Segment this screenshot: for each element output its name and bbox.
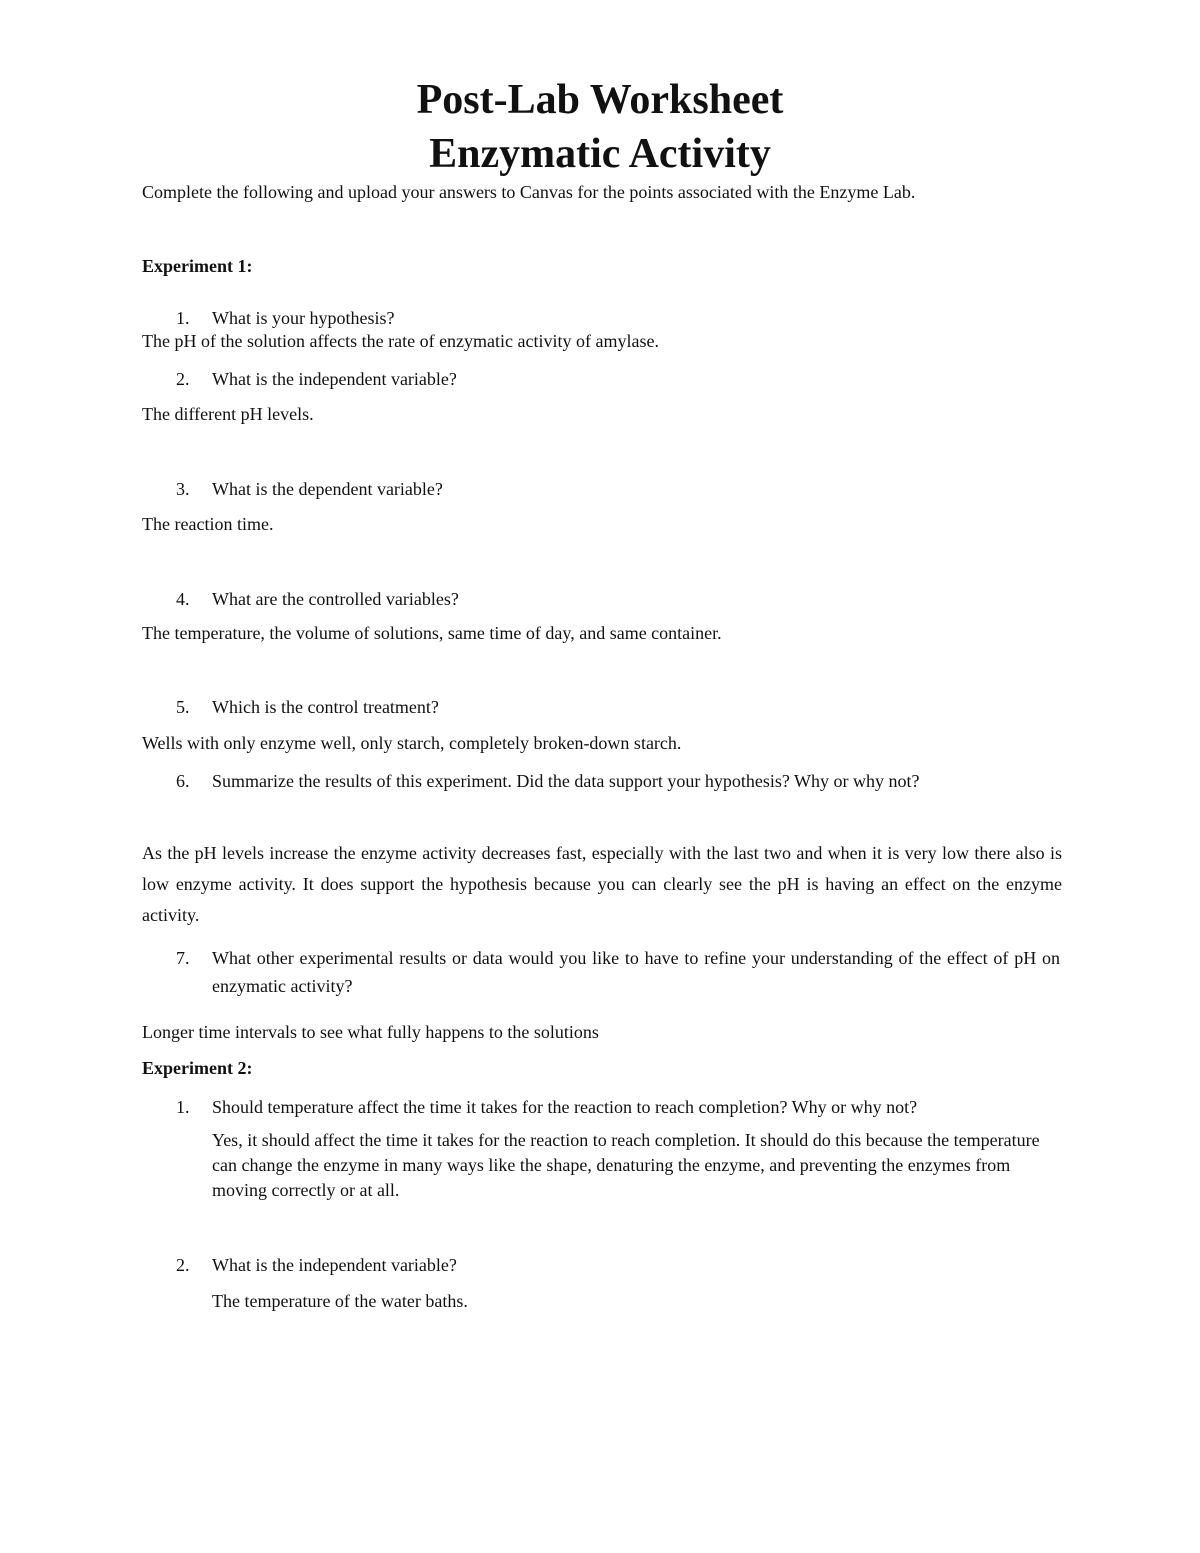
answer-text: The reaction time. <box>142 514 274 534</box>
question-number: 2. <box>176 369 190 389</box>
question-text: What is the dependent variable? <box>212 479 443 499</box>
page-subtitle: Enzymatic Activity <box>429 131 771 177</box>
answer-text: As the pH levels increase the enzyme activity decreases fast, especially with the last two and when it is very low there also is low enzyme activity. It does support the hypothesis because you can clearly see the pH is having an effect on the enzyme activity. <box>142 843 1062 925</box>
experiment-2-heading: Experiment 2: <box>142 1058 253 1078</box>
answer-text: The temperature of the water baths. <box>212 1291 468 1311</box>
question-number: 1. <box>176 308 190 328</box>
question-text: What is your hypothesis? <box>212 308 395 328</box>
question-number: 4. <box>176 589 190 609</box>
answer-text: The pH of the solution affects the rate of enzymatic activity of amylase. <box>142 331 659 351</box>
experiment-1-heading: Experiment 1: <box>142 256 253 276</box>
question-text: What is the independent variable? <box>212 1255 457 1275</box>
answer-text: Wells with only enzyme well, only starch, completely broken-down starch. <box>142 733 682 753</box>
question-number: 3. <box>176 479 190 499</box>
question-number: 7. <box>176 948 190 968</box>
question-number: 2. <box>176 1255 190 1275</box>
question-text: Should temperature affect the time it takes for the reaction to reach completion? Why or why not? <box>212 1097 918 1117</box>
question-number: 1. <box>176 1097 190 1117</box>
answer-text: Longer time intervals to see what fully happens to the solutions <box>142 1022 599 1042</box>
question-text: Which is the control treatment? <box>212 697 439 717</box>
question-text: Summarize the results of this experiment. Did the data support your hypothesis? Why or why not? <box>212 771 920 791</box>
question-number: 5. <box>176 697 190 717</box>
question-text: What is the independent variable? <box>212 369 457 389</box>
question-text: What are the controlled variables? <box>212 589 459 609</box>
answer-text: Yes, it should affect the time it takes for the reaction to reach completion. It should do this because the temperature can change the enzyme in many ways like the shape, denaturing the enzyme, and preventing the enzymes from moving correctly or at all. <box>212 1130 1040 1200</box>
answer-text: The temperature, the volume of solutions, same time of day, and same container. <box>142 623 722 643</box>
answer-text: The different pH levels. <box>142 404 314 424</box>
intro-text: Complete the following and upload your answers to Canvas for the points associated with the Enzyme Lab. <box>142 182 916 202</box>
question-text: What other experimental results or data would you like to have to refine your understanding of the effect of pH on enzymatic activity? <box>212 948 1060 996</box>
question-number: 6. <box>176 771 190 791</box>
page-title: Post-Lab Worksheet <box>416 77 784 123</box>
